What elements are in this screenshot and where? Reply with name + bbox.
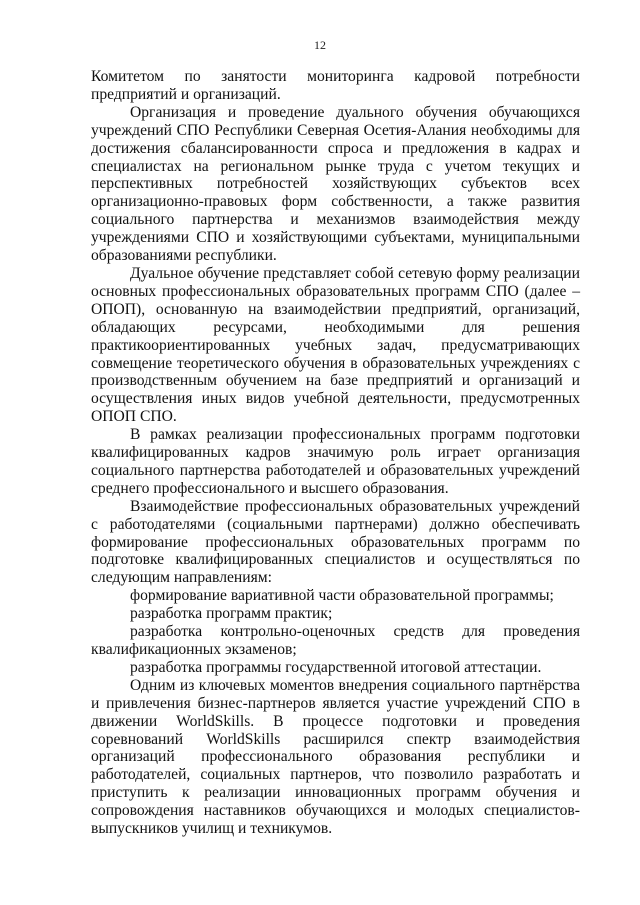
paragraph: разработка программы государственной итоговой аттестации. [130,658,542,676]
paragraph: разработка программ практик; [130,605,333,623]
paragraph: Взаимодействие профессиональных образовательных учреждений с работодателями (социальными партнерами) должно обеспечивать формирование профессиональных образовательных программ по подготовке квалифицированных специалистов и осуществляться по следующим направлениям: [91,497,580,587]
paragraph: разработка контрольно-оценочных средств для проведения квалификационных экзаменов; [91,623,580,658]
document-body [91,68,580,838]
paragraph: Дуальное обучение представляет собой сетевую форму реализации основных профессиональных образовательных программ СПО (далее – ОПОП), основанную на взаимодействии предприятий, организаций, обладающих ресурсами, необходимыми для решения практикоориентированных учебных задач, предусматривающих совмещение теоретического обучения в образовательных учреждениях с производственным обучением на базе предприятий и организаций и осуществления иных видов учебной деятельности, предусмотренных ОПОП СПО. [91,264,580,426]
paragraph: Организация и проведение дуального обучения обучающихся учреждений СПО Республики Северная Осетия-Алания необходимы для достижения сбалансированности спроса и предложения в кадрах и специалистах на региональном рынке труда с учетом текущих и перспективных потребностей хозяйствующих субъектов всех организационно-правовых форм собственности, а также развития социального партнерства и механизмов взаимодействия между учреждениями СПО и хозяйствующими субъектами, муниципальными образованиями республики. [91,103,580,265]
paragraph: формирование вариативной части образовательной программы; [130,587,554,605]
paragraph: Одним из ключевых моментов внедрения социального партнёрства и привлечения бизнес-партнеров является участие учреждений СПО в движении WorldSkills. В процессе подготовки и проведения соревнований WorldSkills расширился спектр взаимодействия организаций профессионального образования республики и работодателей, социальных партнеров, что позволило разработать и приступить к реализации инновационных программ обучения и сопровождения наставников обучающихся и молодых специалистов-выпускников училищ и техникумов. [91,676,580,838]
paragraph: Комитетом по занятости мониторинга кадровой потребности предприятий и организаций. [91,68,580,103]
page-number: 12 [314,38,326,52]
paragraph: В рамках реализации профессиональных программ подготовки квалифицированных кадров значимую роль играет организация социального партнерства работодателей и образовательных учреждений среднего профессионального и высшего образования. [91,426,580,497]
